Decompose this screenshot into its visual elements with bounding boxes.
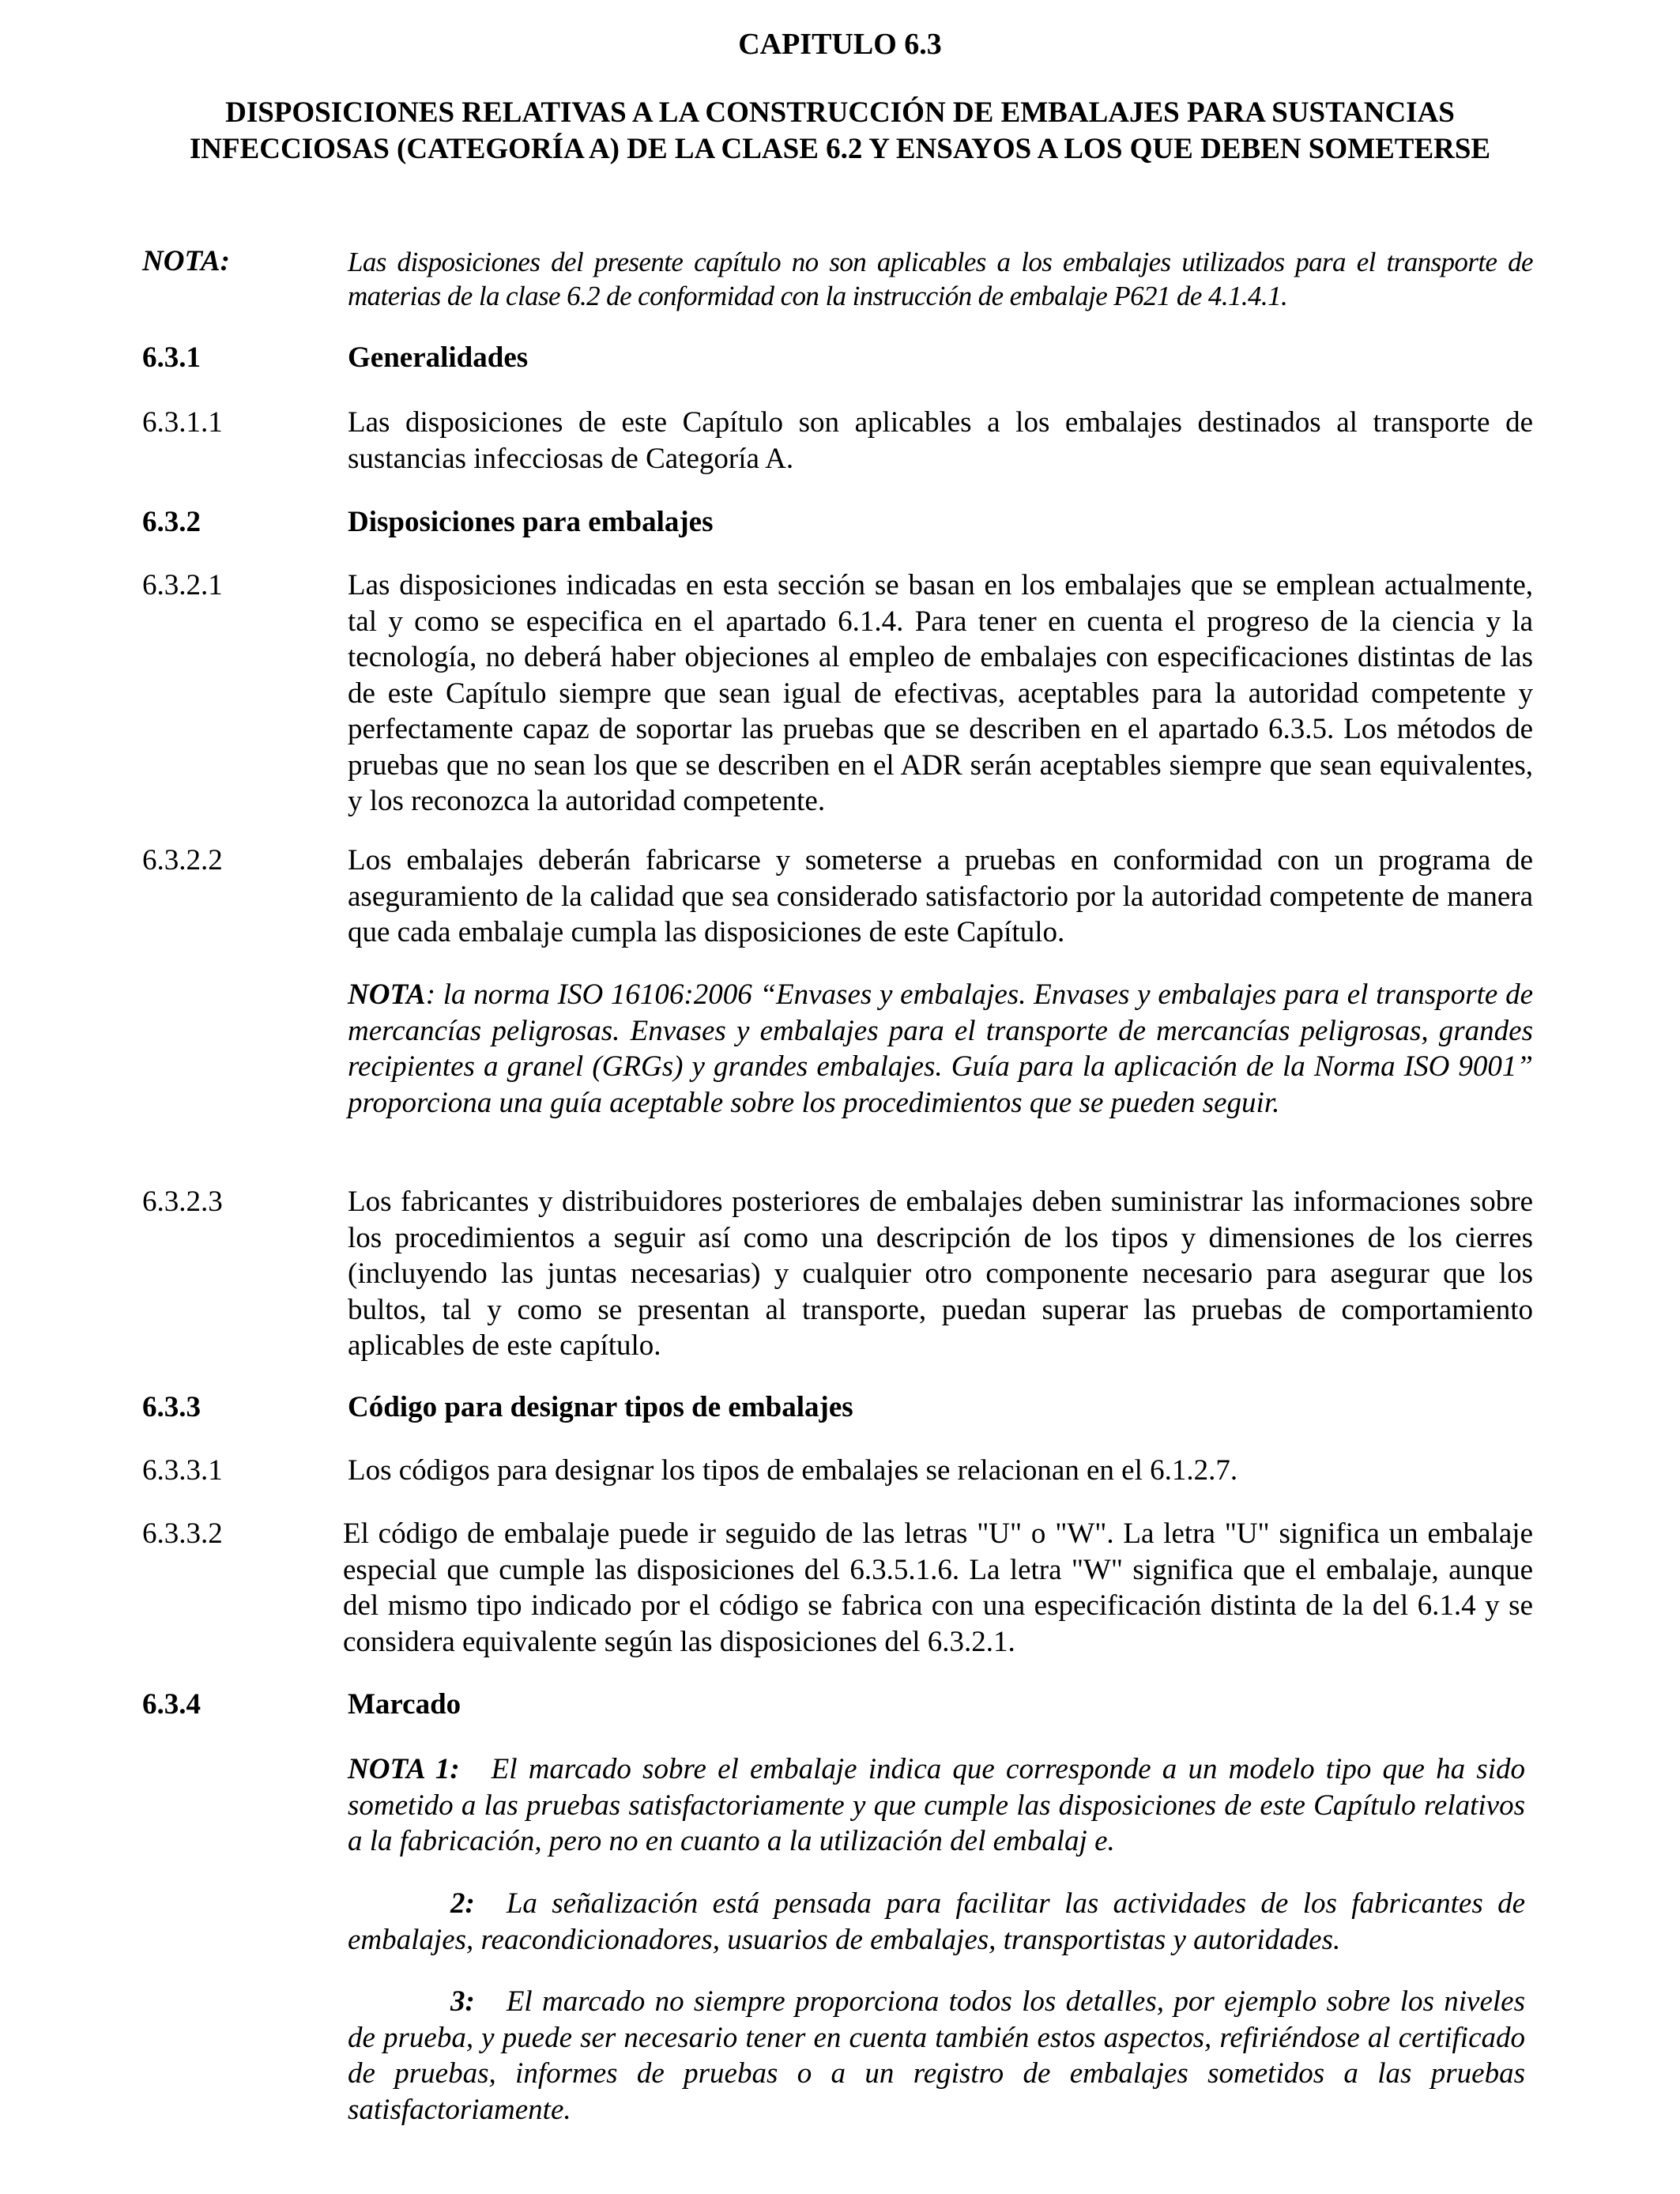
para-number-6-3-3-1: 6.3.3.1 xyxy=(142,1454,223,1487)
marking-note-1-text: El marcado sobre el embalaje indica que corresponde a un modelo tipo que ha sido sometido a las pruebas satisfactoriamente y que cumple las disposiciones de este Capítulo relativos a la fabricación, pero no en cuanto a la utilización del embalaj e. xyxy=(348,1753,1525,1857)
para-6-3-2-1: Las disposiciones indicadas en esta sección se basan en los embalajes que se emplean actualmente, tal y como se especifica en el apartado 6.1.4. Para tener en cuenta el progreso de la ciencia y la tecnología, no deberá haber objeciones al empleo de embalajes con especificaciones distintas de las de este Capítulo siempre que sean igual de efectivas, aceptables para la autoridad competente y perfectamente capaz de soportar las pruebas que se describen en el apartado 6.3.5. Los métodos de pruebas que no sean los que se describen en el ADR serán aceptables siempre que sean equivalentes, y los reconozca la autoridad competente. xyxy=(348,569,1533,817)
note-iso-text: : la norma ISO 16106:2006 “Envases y embalajes. Envases y embalajes para el transporte de mercancías peligrosas. Envases y embalajes para el transporte de mercancías peligrosas, grandes recipientes a granel (GRGs) y grandes embalajes. Guía para la aplicación de la Norma ISO 9001” proporciona una guía aceptable sobre los procedimientos que se pueden seguir. xyxy=(348,978,1533,1119)
marking-note-3-text: El marcado no siempre proporciona todos los detalles, por ejemplo sobre los niveles de prueba, y puede ser necesario tener en cuenta también estos aspectos, refiriéndose al certificado de pruebas, informes de pruebas o a un registro de embalajes sometidos a las pruebas satisfactoriamente. xyxy=(348,1985,1525,2126)
section-heading-codigo: Código para designar tipos de embalajes xyxy=(348,1391,853,1423)
para-number-6-3-3-2: 6.3.3.2 xyxy=(142,1517,223,1550)
para-number-6-3-2-1: 6.3.2.1 xyxy=(142,569,223,601)
marking-note-1-label: NOTA 1: xyxy=(348,1753,460,1785)
section-number-6-3-2: 6.3.2 xyxy=(142,506,201,538)
marking-note-3-label: 3: xyxy=(450,1985,475,2018)
para-6-3-2-3: Los fabricantes y distribuidores posteriores de embalajes deben suministrar las informaciones sobre los procedimientos a seguir así como una descripción de los tipos y dimensiones de los cierres (incluyendo las juntas necesarias) y cualquier otro componente necesario para asegurar que los bultos, tal y como se presentan al transporte, puedan superar las pruebas de comportamiento aplicables de este capítulo. xyxy=(348,1186,1533,1362)
section-number-6-3-1: 6.3.1 xyxy=(142,341,201,374)
chapter-subtitle: DISPOSICIONES RELATIVAS A LA CONSTRUCCIÓN DE EMBALAJES PARA SUSTANCIAS INFECCIOSAS (CATEGORÍA A) DE LA CLASE 6.2 Y ENSAYOS A LOS QUE DEBEN SOMETERSE xyxy=(189,96,1491,165)
section-number-6-3-3: 6.3.3 xyxy=(142,1391,201,1423)
section-heading-marcado: Marcado xyxy=(348,1688,461,1721)
section-heading-disposiciones: Disposiciones para embalajes xyxy=(348,506,714,538)
para-6-3-3-1: Los códigos para designar los tipos de embalajes se relacionan en el 6.1.2.7. xyxy=(348,1454,1238,1487)
marking-note-3 xyxy=(348,1984,1525,2128)
section-heading-generalidades: Generalidades xyxy=(348,341,529,374)
intro-note-text: Las disposiciones del presente capítulo no son aplicables a los embalajes utilizados para el transporte de materias de la clase 6.2 de conformidad con la instrucción de embalaje P621 de 4.1.4.1. xyxy=(348,247,1533,311)
para-number-6-3-1-1: 6.3.1.1 xyxy=(142,406,223,439)
para-6-3-2-2: Los embalajes deberán fabricarse y someterse a pruebas en conformidad con un programa de aseguramiento de la calidad que sea considerado satisfactorio por la autoridad competente de manera que cada embalaje cumpla las disposiciones de este Capítulo. xyxy=(348,844,1533,948)
note-iso-16106 xyxy=(348,977,1533,1121)
para-6-3-3-2: El código de embalaje puede ir seguido de las letras "U" o "W". La letra "U" significa un embalaje especial que cumple las disposiciones del 6.3.5.1.6. La letra "W" significa que el embalaje, aunque del mismo tipo indicado por el código se fabrica con una especificación distinta de la del 6.1.4 y se considera equivalente según las disposiciones del 6.3.2.1. xyxy=(343,1517,1533,1658)
chapter-title: CAPITULO 6.3 xyxy=(738,28,942,61)
para-6-3-1-1: Las disposiciones de este Capítulo son aplicables a los embalajes destinados al transporte de sustancias infecciosas de Categoría A. xyxy=(348,406,1533,475)
marking-note-2-label: 2: xyxy=(450,1887,475,1920)
marking-note-1 xyxy=(348,1751,1525,1860)
para-number-6-3-2-3: 6.3.2.3 xyxy=(142,1186,223,1218)
marking-note-2-text: La señalización está pensada para facilitar las actividades de los fabricantes de embalajes, reacondicionadores, usuarios de embalajes, transportistas y autoridades. xyxy=(348,1887,1525,1956)
intro-note-label: NOTA: xyxy=(142,245,230,277)
marking-note-2 xyxy=(348,1886,1525,1958)
note-iso-label: NOTA xyxy=(348,978,426,1011)
para-number-6-3-2-2: 6.3.2.2 xyxy=(142,844,223,876)
section-number-6-3-4: 6.3.4 xyxy=(142,1688,201,1721)
